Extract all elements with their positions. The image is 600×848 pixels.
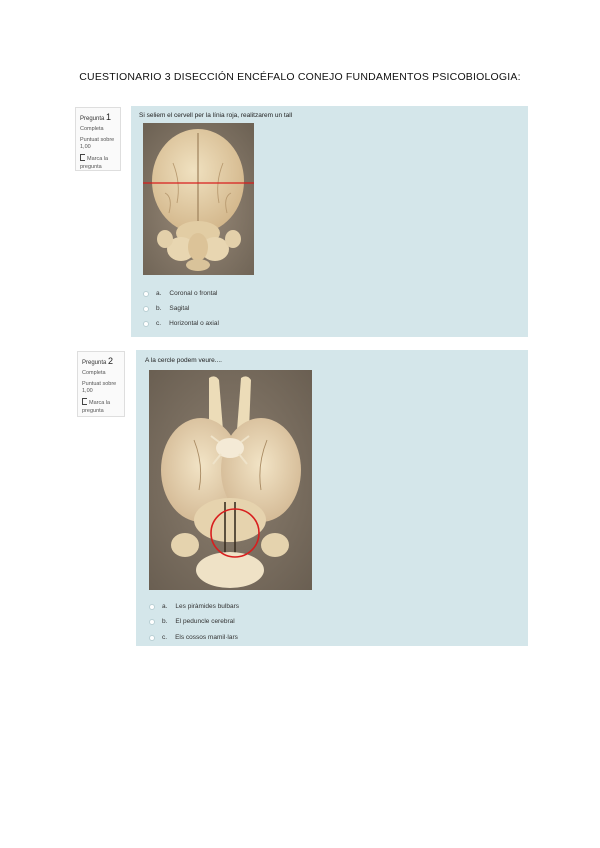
radio-button[interactable] — [143, 291, 149, 297]
answer-option-c[interactable]: c. Horizontal o axial — [143, 320, 219, 327]
answer-option-b[interactable]: b. Sagital — [143, 305, 189, 312]
question-card-2 — [136, 350, 528, 646]
brain-ventral-image — [149, 370, 312, 590]
question-status: Completa — [80, 126, 104, 133]
flag-icon — [82, 398, 87, 405]
question-score: Puntuat sobre 1,00 — [82, 380, 117, 394]
question-text: Si seliem el cervell per la línia roja, realitzarem un tall — [139, 112, 293, 119]
question-number-label: Pregunta 2 — [82, 356, 114, 366]
brain-dorsal-image — [143, 123, 254, 275]
question-card-1 — [131, 106, 528, 337]
question-info-1 — [75, 107, 121, 171]
flag-question-link[interactable]: Marca la pregunta — [80, 156, 109, 170]
question-status: Completa — [82, 370, 106, 377]
answer-option-a[interactable]: a. Les piràmides bulbars — [149, 603, 239, 610]
answer-option-c[interactable]: c. Els cossos mamil·lars — [149, 634, 238, 641]
question-info-2 — [77, 351, 125, 417]
answer-option-a[interactable]: a. Coronal o frontal — [143, 290, 217, 297]
document-title: CUESTIONARIO 3 DISECCIÓN ENCÉFALO CONEJO FUNDAMENTOS PSICOBIOLOGIA: — [79, 71, 521, 83]
radio-button[interactable] — [149, 604, 155, 610]
radio-button[interactable] — [149, 619, 155, 625]
radio-button[interactable] — [143, 306, 149, 312]
flag-question-link[interactable]: Marca la pregunta — [82, 400, 111, 414]
radio-button[interactable] — [149, 635, 155, 641]
radio-button[interactable] — [143, 321, 149, 327]
question-score: Puntuat sobre 1,00 — [80, 136, 115, 150]
question-text: A la cercle podem veure.... — [145, 357, 222, 364]
question-number-label: Pregunta 1 — [80, 112, 112, 122]
flag-icon — [80, 154, 85, 161]
answer-option-b[interactable]: b. El peduncle cerebral — [149, 618, 235, 625]
